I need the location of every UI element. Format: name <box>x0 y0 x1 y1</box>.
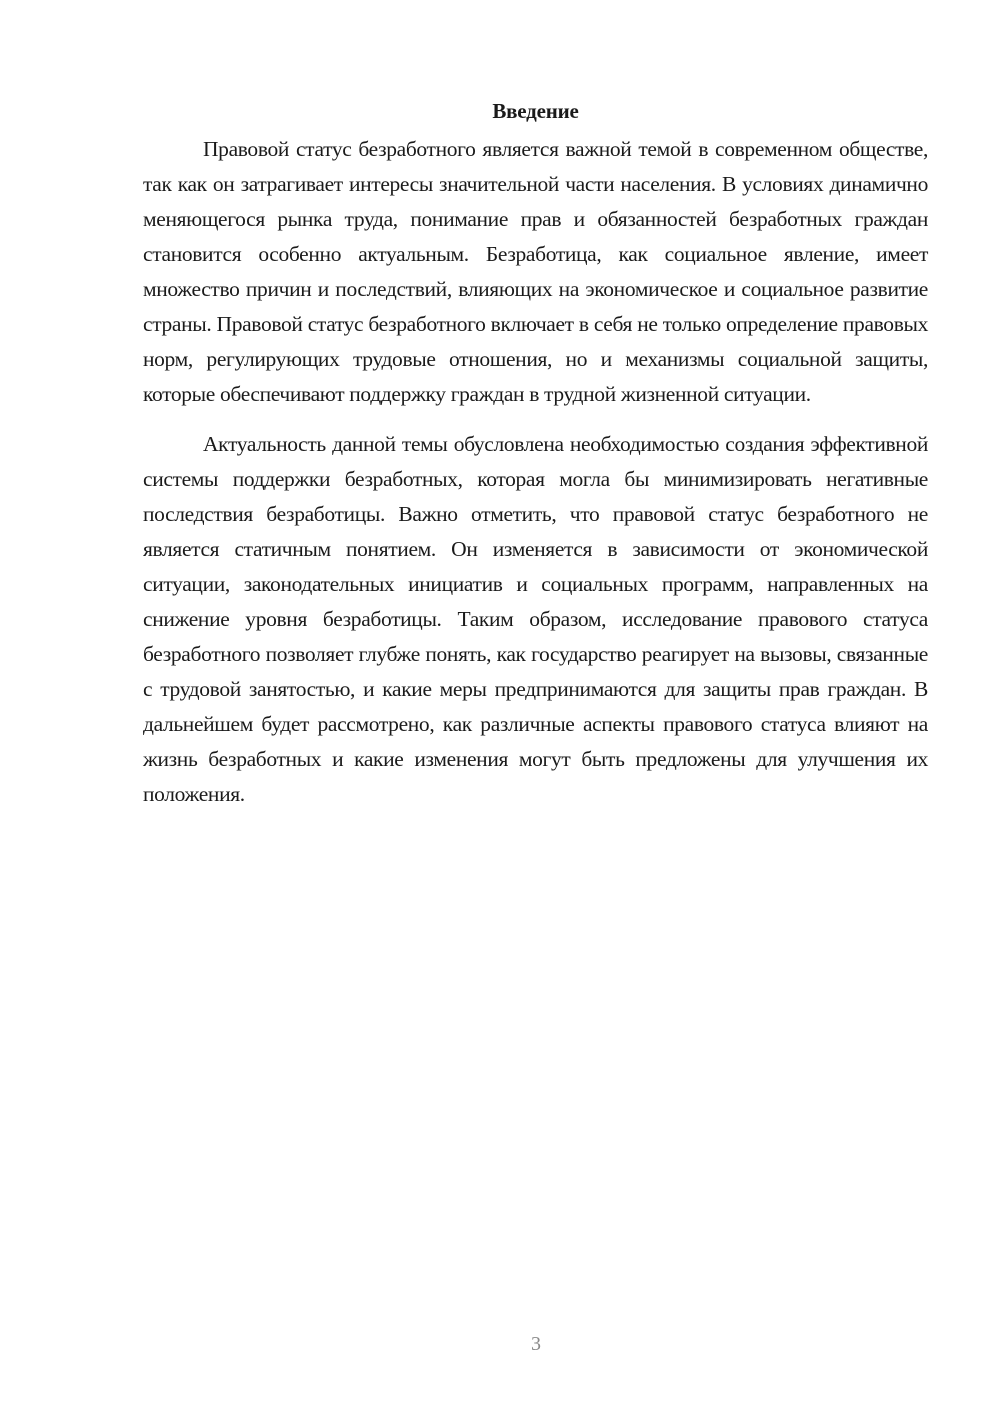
page-number: 3 <box>531 1333 541 1355</box>
page-content <box>143 96 928 812</box>
section-title: Введение <box>492 99 579 123</box>
paragraph: Актуальность данной темы обусловлена необходимостью создания эффективной системы поддержки безработных, которая могла бы минимизировать негативные последствия безработицы. Важно отметить, что правовой статус безработного не является статичным понятием. Он изменяется в зависимости от экономической ситуации, законодательных инициатив и социальных программ, направленных на снижение уровня безработицы. Таким образом, исследование правового статуса безработного позволяет глубже понять, как государство реагирует на вызовы, связанные с трудовой занятостью, и какие меры предпринимаются для защиты прав граждан. В дальнейшем будет рассмотрено, как различные аспекты правового статуса влияют на жизнь безработных и какие изменения могут быть предложены для улучшения их положения. <box>143 432 928 806</box>
paragraph: Правовой статус безработного является важной темой в современном обществе, так как он затрагивает интересы значительной части населения. В условиях динамично меняющегося рынка труда, понимание прав и обязанностей безработных граждан становится особенно актуальным. Безработица, как социальное явление, имеет множество причин и последствий, влияющих на экономическое и социальное развитие страны. Правовой статус безработного включает в себя не только определение правовых норм, регулирующих трудовые отношения, но и механизмы социальной защиты, которые обеспечивают поддержку граждан в трудной жизненной ситуации. <box>143 137 928 406</box>
